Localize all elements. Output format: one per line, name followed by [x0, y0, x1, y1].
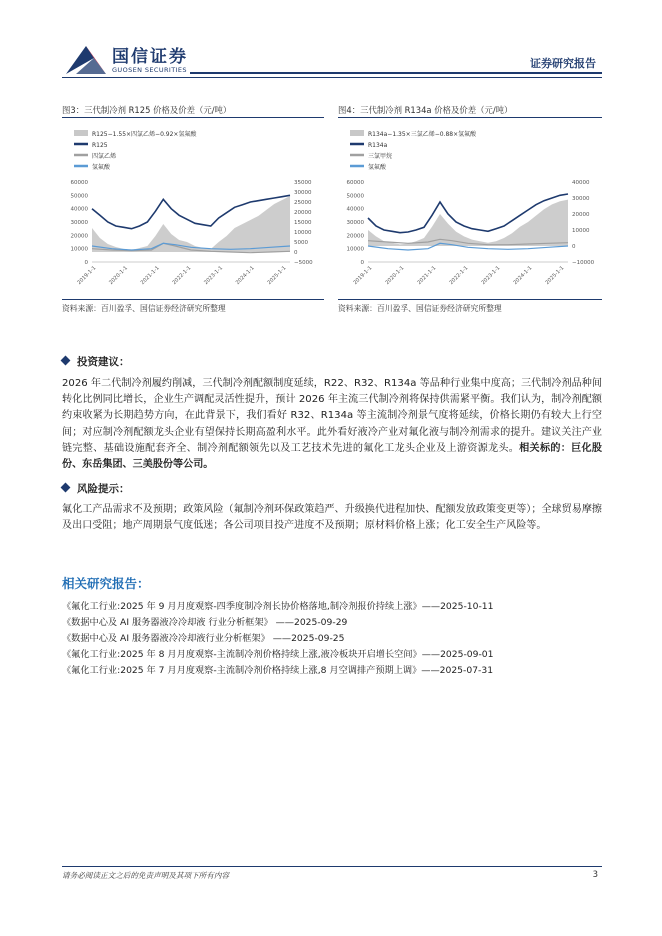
y-left-tick-label: 50000	[70, 193, 88, 200]
series-area	[92, 196, 290, 252]
related-report-link[interactable]: 《氟化工行业:2025 年 7 月月度观察-主流制冷剂价格持续上涨,8 月空调排产预期上调》——2025-07-31	[62, 665, 494, 676]
figure-3-rule	[62, 117, 324, 118]
y-left-tick-label: 60000	[346, 180, 364, 186]
legend-label: 氢氟酸	[92, 164, 111, 171]
brand-name: 国信证券	[112, 47, 188, 67]
y-right-tick-label: 5000	[294, 240, 308, 246]
legend-label: R125−1.55×四氯乙烯−0.92×氢氟酸	[92, 131, 197, 138]
x-tick-label: 2024-1-1	[512, 265, 534, 287]
figure-4-rule-bottom	[338, 299, 602, 300]
figure-4-rule	[338, 117, 602, 118]
x-tick-label: 2020-1-1	[384, 265, 406, 287]
footer-disclaimer: 请务必阅读正文之后的免责声明及其项下所有内容	[62, 871, 230, 880]
y-left-tick-label: 30000	[346, 220, 364, 226]
x-tick-label: 2023-1-1	[480, 265, 502, 287]
legend-swatch	[350, 130, 364, 136]
y-right-tick-label: 20000	[294, 210, 312, 216]
related-report-link[interactable]: 《氟化工行业:2025 年 9 月月度观察-四季度制冷剂长协价格落地,制冷剂报价持续上涨》——2025-10-11	[62, 601, 494, 612]
header-divider-thin	[62, 77, 602, 78]
x-tick-label: 2023-1-1	[203, 265, 225, 287]
x-tick-label: 2020-1-1	[108, 265, 130, 287]
y-left-tick-label: 40000	[346, 206, 364, 213]
y-right-tick-label: 35000	[294, 180, 312, 186]
invest-heading: 投资建议：	[62, 354, 130, 369]
y-right-tick-label: 30000	[294, 190, 312, 196]
y-right-tick-label: −10000	[572, 260, 595, 266]
y-right-tick-label: 0	[294, 250, 298, 256]
figure-3-source: 资料来源：百川盈孚、国信证券经济研究所整理	[62, 304, 226, 313]
chart-r134a	[338, 120, 602, 296]
legend-label: 氢氟酸	[368, 164, 387, 171]
y-right-tick-label: 10000	[572, 228, 590, 234]
legend-label: R125	[92, 142, 108, 149]
related-report-link[interactable]: 《数据中心及 AI 服务器液冷冷却液行业分析框架》 ——2025-09-25	[62, 633, 345, 644]
y-left-tick-label: 60000	[70, 180, 88, 186]
y-left-tick-label: 10000	[70, 246, 88, 253]
y-right-tick-label: 20000	[572, 212, 590, 218]
y-right-tick-label: 0	[572, 244, 576, 250]
figure-3-title: 图3：三代制冷剂 R125 价格及价差（元/吨）	[62, 105, 232, 115]
series-area	[368, 200, 568, 246]
footer-divider	[62, 866, 602, 867]
risk-paragraph: 氟化工产品需求不及预期；政策风险（氟制冷剂环保政策趋严、升级换代进程加快、配额发放政策变更等）；全球贸易摩擦及出口受阻；地产周期景气度低迷；各公司项目投产进度不及预期；原材料价格上涨；化工安全生产风险等。	[62, 504, 603, 532]
x-tick-label: 2025-1-1	[266, 265, 288, 287]
legend-label: 四氯乙烯	[92, 153, 117, 160]
diamond-bullet-icon	[61, 483, 71, 493]
header-divider	[190, 72, 602, 74]
chart-r125	[62, 120, 324, 296]
invest-targets: 相关标的：巨化股份、东岳集团、三美股份等公司。	[62, 442, 602, 471]
y-right-tick-label: 40000	[572, 180, 590, 186]
x-tick-label: 2019-1-1	[352, 265, 374, 287]
y-left-tick-label: 20000	[70, 233, 88, 240]
x-tick-label: 2021-1-1	[416, 265, 438, 287]
y-left-tick-label: 0	[360, 260, 364, 266]
related-report-link[interactable]: 《数据中心及 AI 服务器液冷冷却液 行业分析框架》 ——2025-09-29	[62, 617, 348, 628]
figure-4-source: 资料来源：百川盈孚、国信证券经济研究所整理	[338, 304, 502, 313]
page-number: 3	[592, 870, 598, 880]
y-left-tick-label: 0	[84, 260, 88, 266]
legend-swatch	[74, 130, 88, 136]
legend-label: 三氯甲烷	[368, 153, 393, 160]
y-left-tick-label: 20000	[346, 233, 364, 240]
x-tick-label: 2022-1-1	[171, 265, 193, 287]
y-right-tick-label: 30000	[572, 196, 590, 202]
brand-name-en: GUOSEN SECURITIES	[112, 66, 187, 74]
figure-4-title: 图4：三代制冷剂 R134a 价格及价差（元/吨）	[338, 105, 513, 115]
invest-paragraph	[62, 376, 602, 473]
related-report-link[interactable]: 《氟化工行业:2025 年 8 月月度观察-主流制冷剂价格持续上涨,液冷板块开启增长空间》——2025-09-01	[62, 649, 494, 660]
y-left-tick-label: 40000	[70, 206, 88, 213]
figure-3-rule-bottom	[62, 299, 324, 300]
x-tick-label: 2022-1-1	[448, 265, 470, 287]
x-tick-label: 2019-1-1	[76, 265, 98, 287]
y-right-tick-label: 25000	[294, 200, 312, 206]
y-right-tick-label: 15000	[294, 220, 312, 226]
y-left-tick-label: 10000	[346, 246, 364, 253]
report-type: 证券研究报告	[530, 57, 596, 70]
x-tick-label: 2025-1-1	[544, 265, 566, 287]
legend-label: R134a−1.35×三氯乙烯−0.88×氢氟酸	[368, 131, 477, 138]
x-tick-label: 2021-1-1	[139, 265, 161, 287]
y-left-tick-label: 50000	[346, 193, 364, 200]
x-tick-label: 2024-1-1	[234, 265, 256, 287]
y-left-tick-label: 30000	[70, 220, 88, 226]
y-right-tick-label: −5000	[294, 260, 313, 266]
guosen-logo-icon	[64, 40, 108, 76]
y-right-tick-label: 10000	[294, 230, 312, 236]
legend-label: R134a	[368, 142, 388, 149]
diamond-bullet-icon	[61, 356, 71, 366]
risk-heading: 风险提示：	[62, 481, 130, 496]
invest-text: 2026 年二代制冷剂履约削减，三代制冷剂配额制度延续，R22、R32、R134a 等品种行业集中度高；三代制冷剂品种间转化比例同比增长，企业生产调配灵活性提升，预计 2026 年主流三代制冷剂将保持供需紧平衡。我们认为，制冷剂配额约束收紧为长期趋势方向，在此背景下，我们看好 R32、R134a 等主流制冷剂景气度将延续，价格长期仍有较大上行空间；对应制冷剂配额龙头企业有望保持长期高盈利水平。此外看好液冷产业对氟化液与制冷剂需求的提升。建议关注产业链完整、基础设施配套齐全、制冷剂配额领先以及工艺技术先进的氟化工龙头企业及上游资源龙头。	[62, 378, 602, 454]
related-reports-heading: 相关研究报告：	[62, 576, 150, 591]
